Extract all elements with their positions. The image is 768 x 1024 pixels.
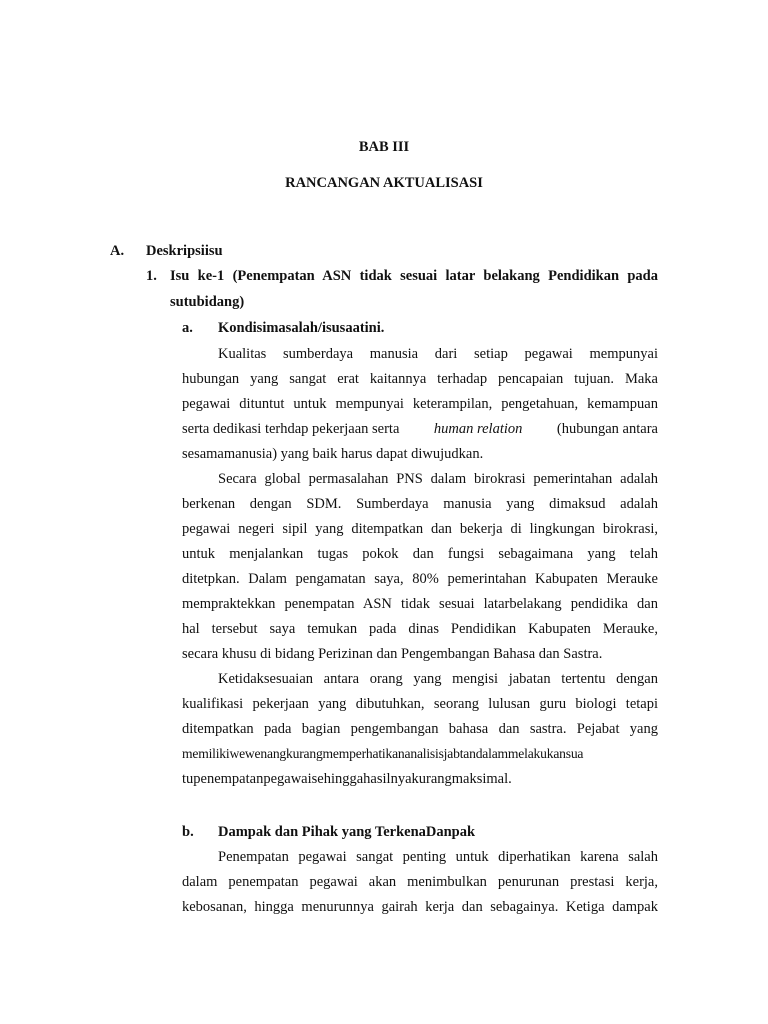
paragraph-line: ditempatkan pada bagian pengembangan bahasa dan sastra. Pejabat yang — [182, 721, 658, 737]
paragraph-line: Penempatan pegawai sangat penting untuk diperhatikan karena salah — [218, 849, 658, 865]
section-a-heading: Deskripsiisu — [146, 243, 223, 259]
paragraph-line: hal tersebut saya temukan pada dinas Pendidikan Kabupaten Merauke, — [182, 621, 658, 637]
issue-1-marker: 1. — [146, 268, 157, 284]
paragraph-line: pegawai dituntut untuk mempunyai keterampilan, pengetahuan, kemampuan — [182, 396, 658, 412]
paragraph-line: kebosanan, hingga menurunnya gairah kerja dan sebagainya. Ketiga dampak — [182, 899, 658, 915]
issue-1-heading-line-2: sutubidang) — [170, 294, 245, 310]
chapter-number: BAB III — [358, 139, 410, 155]
paragraph-2 — [182, 469, 658, 669]
issue-1-heading-line-1: Isu ke-1 (Penempatan ASN tidak sesuai latar belakang Pendidikan pada — [170, 268, 658, 284]
paragraph-4 — [182, 847, 658, 922]
paragraph-1 — [182, 344, 658, 469]
paragraph-line: dalam penempatan pegawai akan menimbulkan penurunan prestasi kerja, — [182, 874, 658, 890]
section-a-marker: A. — [110, 243, 125, 259]
sub-b-marker: b. — [182, 824, 194, 840]
paragraph-line: ditetpkan. Dalam pengamatan saya, 80% pemerintahan Kabupaten Merauke — [182, 571, 658, 587]
sub-a-heading: Kondisimasalah/isusaatini. — [218, 320, 385, 336]
paragraph-line: kualifikasi pekerjaan yang dibutuhkan, seorang lulusan guru biologi tetapi — [182, 696, 658, 712]
paragraph-line: Ketidaksesuaian antara orang yang mengisi jabatan tertentu dengan — [218, 671, 658, 687]
paragraph-line: secara khusu di bidang Perizinan dan Pengembangan Bahasa dan Sastra. — [182, 646, 603, 662]
paragraph-line-mixed — [182, 419, 658, 444]
sub-a-marker: a. — [182, 320, 193, 336]
paragraph-line: Secara global permasalahan PNS dalam birokrasi pemerintahan adalah — [218, 471, 658, 487]
paragraph-line: tupenempatanpegawaisehinggahasilnyakurangmaksimal. — [182, 771, 512, 787]
chapter-title: RANCANGAN AKTUALISASI — [285, 175, 483, 191]
paragraph-3 — [182, 669, 658, 794]
paragraph-text: serta dedikasi terhdap pekerjaan serta — [182, 421, 400, 437]
paragraph-line: Kualitas sumberdaya manusia dari setiap pegawai mempunyai — [218, 346, 658, 362]
paragraph-line: untuk menjalankan tugas pokok dan fungsi sebagaimana yang telah — [182, 546, 658, 562]
paragraph-line: mempraktekkan penempatan ASN tidak sesuai latarbelakang pendidika dan — [182, 596, 658, 612]
paragraph-line: memilikiwewenangkurangmemperhatikananalisisjabtandalammelakukansua — [182, 746, 584, 761]
paragraph-line: pegawai negeri sipil yang ditempatkan dan bekerja di lingkungan birokrasi, — [182, 521, 658, 537]
paragraph-text: (hubungan antara — [556, 421, 658, 437]
paragraph-line: sesamamanusia) yang baik harus dapat diwujudkan. — [182, 446, 484, 462]
paragraph-line: hubungan yang sangat erat kaitannya terhadap pencapaian tujuan. Maka — [182, 371, 658, 387]
italic-term: human relation — [433, 421, 523, 437]
paragraph-line: berkenan dengan SDM. Sumberdaya manusia yang dimaksud adalah — [182, 496, 658, 512]
sub-b-heading: Dampak dan Pihak yang TerkenaDanpak — [218, 824, 476, 840]
